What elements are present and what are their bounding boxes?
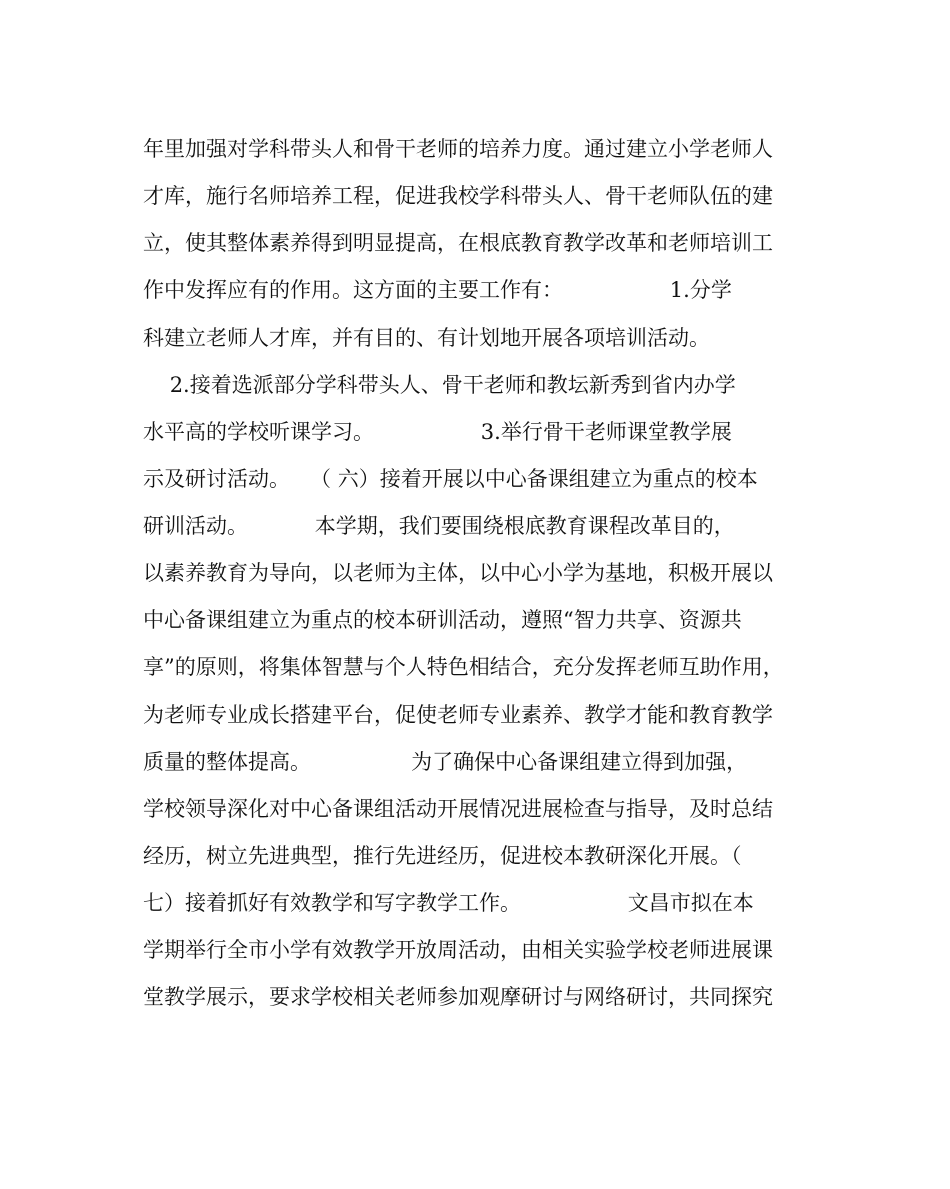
text-line-9: 研训活动。 本学期，我们要围绕根底教育课程改革目的， [143, 514, 735, 538]
text-line-14: 质量的整体提高。 为了确保中心备课组建立得到加强， [143, 750, 748, 774]
text-line-18: 学期举行全市小学有效教学开放周活动，由相关实验学校老师进展课 [143, 938, 773, 962]
text-line-6: 2.接着选派部分学科带头人、骨干老师和教坛新秀到省内办学 [143, 373, 736, 397]
text-line-2: 才库，施行名师培养工程，促进我校学科带头人、骨干老师队伍的建 [143, 184, 773, 208]
text-line-12: 享”的原则，将集体智慧与个人特色相结合，充分发挥老师互助作用， [143, 655, 784, 679]
text-line-17: 七）接着抓好有效教学和写字教学工作。 文昌市拟在本 [143, 891, 754, 915]
text-line-19: 堂教学展示，要求学校相关老师参加观摩研讨与网络研讨，共同探究 [143, 985, 773, 1009]
text-line-15: 学校领导深化对中心备课组活动开展情况进展检查与指导，及时总结 [143, 797, 773, 821]
text-line-5: 科建立老师人才库，并有目的、有计划地开展各项培训活动。 [143, 326, 710, 350]
text-line-1: 年里加强对学科带头人和骨干老师的培养力度。通过建立小学老师人 [143, 137, 773, 161]
text-line-16: 经历，树立先进典型，推行先进经历，促进校本教研深化开展。（ [143, 844, 742, 868]
text-line-13: 为老师专业成长搭建平台，促使老师专业素养、教学才能和教育教学 [143, 703, 773, 727]
text-line-10: 以素养教育为导向，以老师为主体，以中心小学为基地，积极开展以 [143, 561, 773, 585]
text-line-7: 水平高的学校听课学习。 3.举行骨干老师课堂教学展 [143, 420, 732, 444]
text-line-4: 作中发挥应有的作用。这方面的主要工作有： 1.分学 [143, 278, 732, 302]
text-line-8: 示及研讨活动。 （ 六）接着开展以中心备课组建立为重点的校本 [143, 467, 758, 491]
text-line-11: 中心备课组建立为重点的校本研训活动，遵照“智力共享、资源共 [143, 608, 742, 632]
text-line-3: 立，使其整体素养得到明显提高，在根底教育教学改革和老师培训工 [143, 231, 773, 255]
